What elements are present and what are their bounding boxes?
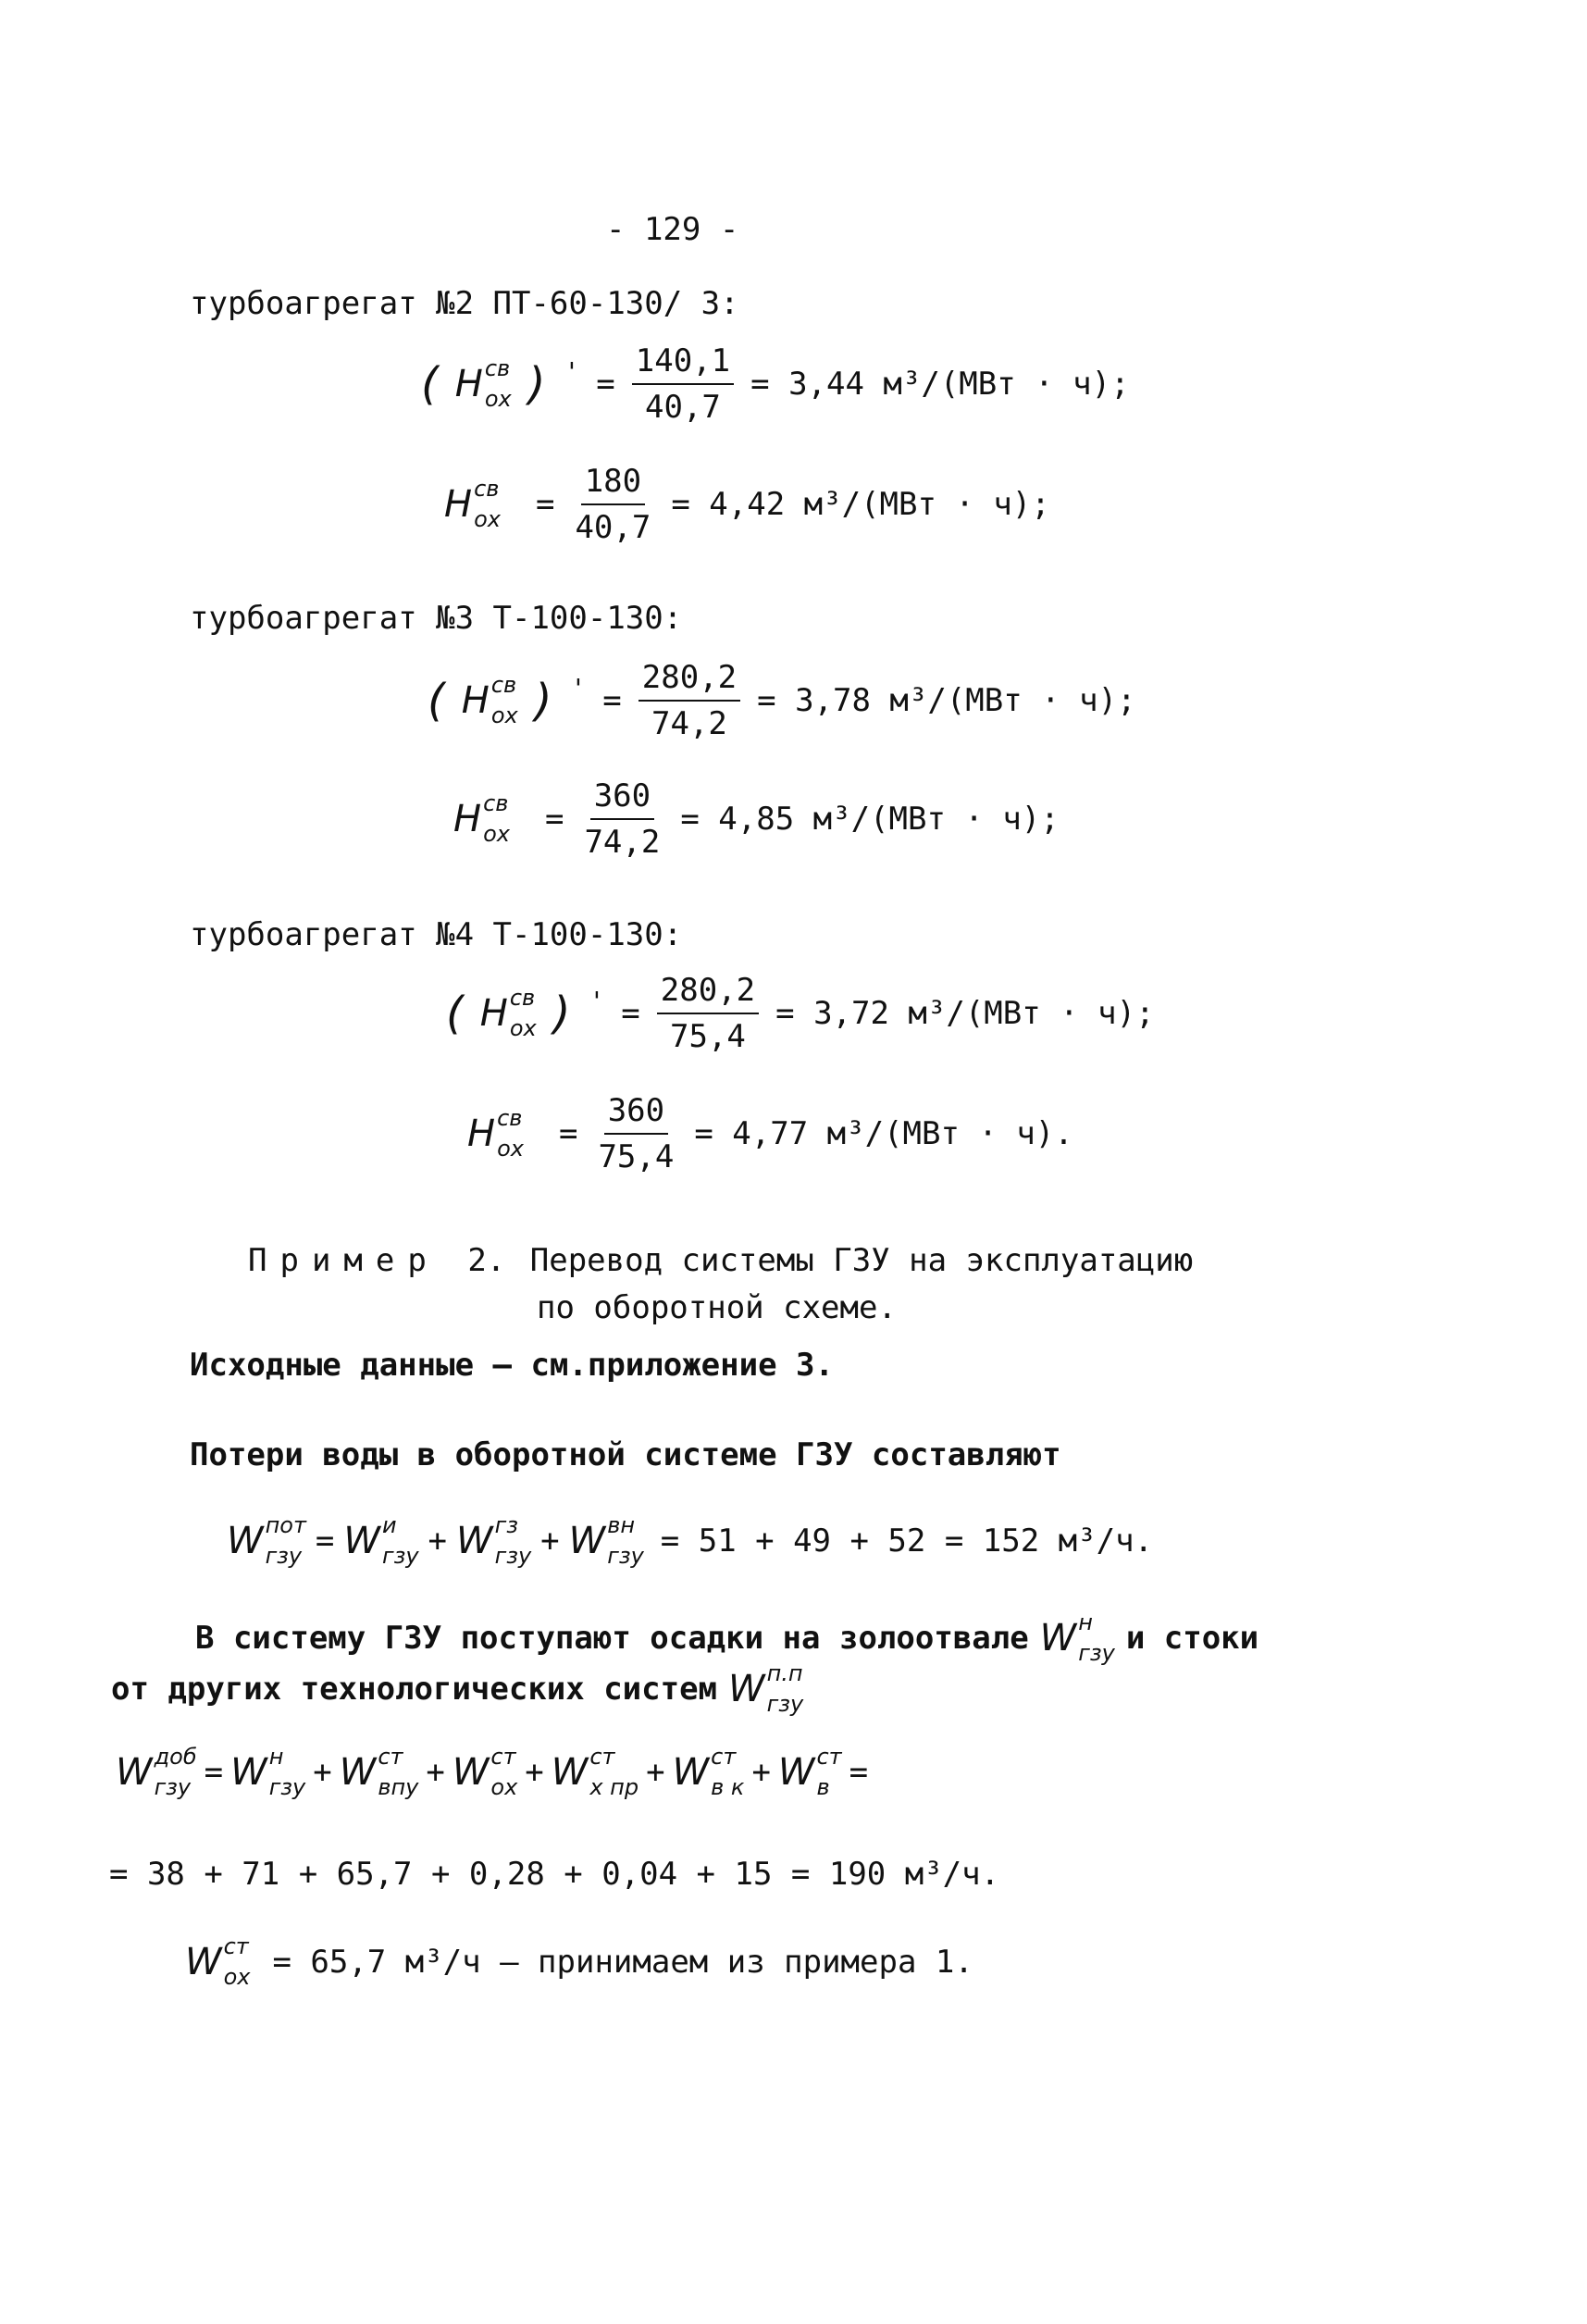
addition-formula-line2: = 38 + 71 + 65,7 + 0,28 + 0,04 + 15 = 190 м³/ч.: [109, 1856, 1000, 1893]
inflow-line-2: от других технологических систем W п.п гзу: [111, 1660, 804, 1718]
example-title-line2: по оборотной схеме.: [537, 1289, 897, 1326]
formula-1b: H св ох = $\frac{180}{40,7}$ = 4,42 м³/(МВт · ч);: [444, 463, 1050, 546]
formula-result: = 3,78 м³/(МВт · ч);: [757, 682, 1136, 719]
formula-result: = 3,72 м³/(МВт · ч);: [775, 995, 1155, 1032]
symbol-h-sv-ox: H св ох: [454, 354, 512, 412]
fraction: $\frac{280,2}{74,2}$: [639, 659, 740, 742]
symbol-h-sv-ox: H св ох: [479, 984, 537, 1041]
section-heading-2: турбоагрегат №3 Т-100-130:: [190, 600, 683, 637]
fraction: $\frac{180}{40,7}$: [575, 463, 651, 546]
fraction: $\frac{140,1}{40,7}$: [632, 342, 734, 426]
formula-result: = 4,85 м³/(МВт · ч);: [680, 801, 1060, 838]
formula-result: = 3,44 м³/(МВт · ч);: [750, 366, 1130, 403]
symbol-h-sv-ox: H св ох: [453, 789, 510, 847]
addition-formula: W доб гзу = W н гзу + W ст впу + W ст ох + W ст х пр + W ст в к + W ст в =: [116, 1744, 869, 1801]
formula-1a: ( H св ох ) ' = $\frac{140,1}{40,7}$ = 3,44 м³/(МВт · ч);: [421, 342, 1130, 426]
initial-data-line: Исходные данные – см.приложение 3.: [190, 1347, 834, 1384]
formula-result: = 4,77 м³/(МВт · ч).: [694, 1115, 1073, 1152]
fraction: $\frac{280,2}{75,4}$: [657, 972, 759, 1055]
formula-result: = 4,42 м³/(МВт · ч);: [671, 486, 1050, 523]
section-heading-1: турбоагрегат №2 ПТ-60-130/ 3:: [190, 285, 739, 322]
note-line: W ст ох = 65,7 м³/ч – принимаем из примера 1.: [185, 1933, 973, 1991]
losses-text: Потери воды в оборотной системе ГЗУ составляют: [190, 1436, 1061, 1473]
formula-3a: ( H св ох ) ' = $\frac{280,2}{75,4}$ = 3,72 м³/(МВт · ч);: [446, 972, 1155, 1055]
symbol-h-sv-ox: H св ох: [467, 1104, 524, 1162]
inflow-line-1: В систему ГЗУ поступают осадки на золоотвале W н гзу и стоки: [195, 1609, 1259, 1667]
formula-3b: H св ох = $\frac{360}{75,4}$ = 4,77 м³/(МВт · ч).: [467, 1092, 1073, 1175]
formula-2a: ( H св ох ) ' = $\frac{280,2}{74,2}$ = 3,78 м³/(МВт · ч);: [428, 659, 1136, 742]
symbol-h-sv-ox: H св ох: [461, 671, 518, 728]
fraction: $\frac{360}{74,2}$: [584, 777, 661, 861]
fraction: $\frac{360}{75,4}$: [598, 1092, 675, 1175]
example-title-line1: Пример 2. Перевод системы ГЗУ на эксплуатацию: [248, 1242, 1194, 1279]
symbol-h-sv-ox: H св ох: [444, 475, 501, 532]
losses-formula: W пот гзу = W и гзу + W гз гзу + W вн гзу = 51 + 49 + 52 = 152 м³/ч.: [227, 1512, 1154, 1570]
section-heading-3: турбоагрегат №4 Т-100-130:: [190, 916, 683, 953]
formula-2b: H св ох = $\frac{360}{74,2}$ = 4,85 м³/(МВт · ч);: [453, 777, 1060, 861]
page-number: - 129 -: [606, 211, 739, 248]
